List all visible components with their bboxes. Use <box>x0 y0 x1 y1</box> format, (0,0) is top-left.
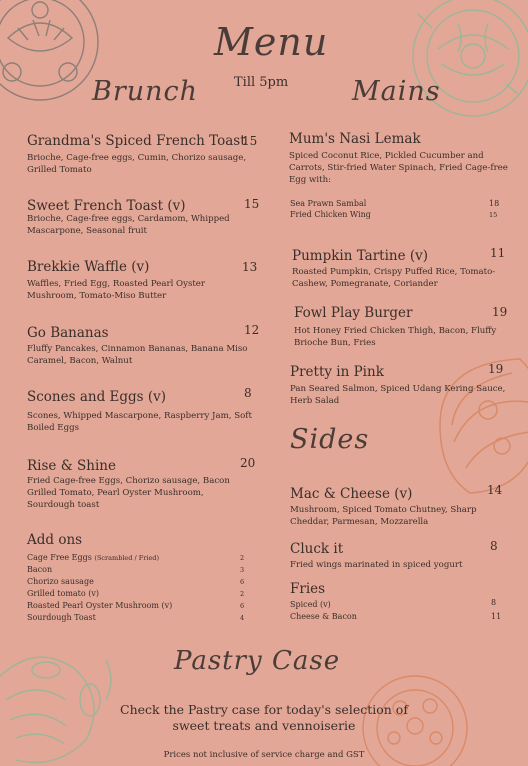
nasi-option-price: 15 <box>489 211 498 219</box>
brunch-item-name: Grandma's Spiced French Toast <box>27 133 246 149</box>
menu-title: Menu <box>214 20 329 64</box>
mains-item-desc: Pan Seared Salmon, Spiced Udang Kering Sauce, Herb Salad <box>290 384 506 406</box>
fries-name: Fries <box>290 581 326 597</box>
addons-heading: Add ons <box>27 532 83 548</box>
brunch-item-name: Brekkie Waffle (v) <box>27 259 150 275</box>
fries-option-name: Spiced (v) <box>290 600 331 609</box>
nasi-option-price: 18 <box>489 199 500 208</box>
addon-item <box>27 552 159 564</box>
addon-item-price: 6 <box>240 602 245 610</box>
brunch-item-name: Scones and Eggs (v) <box>27 389 167 405</box>
pastry-description-line1: Check the Pastry case for today's selection of <box>120 702 408 717</box>
mains-item-name: Pretty in Pink <box>290 364 384 380</box>
sides-item-price: 14 <box>487 483 503 497</box>
mains-item-name: Mum's Nasi Lemak <box>289 131 421 147</box>
addon-item-price: 4 <box>240 614 245 622</box>
mains-item-desc: Roasted Pumpkin, Crispy Puffed Rice, Tomato-Cashew, Pomegranate, Coriander <box>292 267 496 289</box>
mains-item-price: 19 <box>488 362 504 376</box>
brunch-heading: Brunch <box>92 76 199 107</box>
brunch-item-price: 20 <box>240 456 256 470</box>
addon-item-price: 3 <box>240 566 245 574</box>
mains-item-name: Fowl Play Burger <box>294 305 413 321</box>
brunch-item-price: 12 <box>244 323 260 337</box>
addon-item-price: 2 <box>240 590 245 598</box>
fries-option-price: 11 <box>491 612 502 621</box>
brunch-item-desc: Brioche, Cage-free eggs, Cardamom, Whipped Mascarpone, Seasonal fruit <box>27 214 230 236</box>
pastry-description-line2: sweet treats and vennoiserie <box>172 718 356 733</box>
mains-heading: Mains <box>352 76 441 107</box>
pastry-heading: Pastry Case <box>174 646 341 676</box>
nasi-option-name: Fried Chicken Wing <box>290 210 371 219</box>
brunch-item-desc: Fried Cage-free Eggs, Chorizo sausage, Bacon Grilled Tomato, Pearl Oyster Mushroom, Sourdough toast <box>27 476 230 510</box>
brunch-item-price: 13 <box>242 260 258 274</box>
sides-item-name: Cluck it <box>290 541 344 557</box>
fries-option-price: 8 <box>491 598 497 607</box>
brunch-item-name: Go Bananas <box>27 325 109 341</box>
brunch-item-desc: Fluffy Pancakes, Cinnamon Bananas, Banana Miso Caramel, Bacon, Walnut <box>27 344 248 366</box>
addon-item-note: (Scrambled / Fried) <box>94 554 160 562</box>
sides-item-desc: Mushroom, Spiced Tomato Chutney, Sharp Cheddar, Parmesan, Mozzarella <box>290 505 477 527</box>
addon-item-price: 2 <box>240 554 245 562</box>
nasi-option-name: Sea Prawn Sambal <box>290 199 367 208</box>
brunch-item-price: 15 <box>244 197 260 211</box>
sides-heading: Sides <box>290 424 370 455</box>
brunch-item-price: 8 <box>244 386 252 400</box>
price-disclaimer: Prices not inclusive of service charge and GST <box>163 750 365 760</box>
brunch-item-desc: Brioche, Cage-free eggs, Cumin, Chorizo sausage, Grilled Tomato <box>27 153 247 175</box>
brunch-item-name: Rise & Shine <box>27 458 116 474</box>
sides-item-price: 8 <box>490 539 498 553</box>
sides-item-name: Mac & Cheese (v) <box>290 486 413 502</box>
menu-subtitle: Till 5pm <box>234 75 289 90</box>
sides-item-desc: Fried wings marinated in spiced yogurt <box>290 560 463 570</box>
mains-item-desc: Spiced Coconut Rice, Pickled Cucumber and Carrots, Stir-fried Water Spinach, Fried Cage-free Egg with: <box>289 151 508 185</box>
brunch-item-price: 15 <box>242 134 258 148</box>
pastry-illustration-right <box>420 350 528 500</box>
fries-option-name: Cheese & Bacon <box>290 612 357 621</box>
addon-item-price: 6 <box>240 578 245 586</box>
mains-item-name: Pumpkin Tartine (v) <box>292 248 429 264</box>
brunch-item-desc: Scones, Whipped Mascarpone, Raspberry Jam, Soft Boiled Eggs <box>27 411 252 433</box>
addon-item-name: Bacon <box>27 565 53 574</box>
mains-item-price: 19 <box>492 305 508 319</box>
addon-item-name: Cage Free Eggs <box>27 553 92 562</box>
addon-item-name: Sourdough Toast <box>27 613 96 622</box>
addon-item-name: Roasted Pearl Oyster Mushroom (v) <box>27 601 173 610</box>
brunch-item-desc: Waffles, Fried Egg, Roasted Pearl Oyster Mushroom, Tomato-Miso Butter <box>27 279 206 301</box>
brunch-item-name: Sweet French Toast (v) <box>27 198 186 214</box>
mains-item-price: 11 <box>490 246 506 260</box>
addon-item-name: Chorizo sausage <box>27 577 94 586</box>
mains-item-desc: Hot Honey Fried Chicken Thigh, Bacon, Fluffy Brioche Bun, Fries <box>294 326 497 348</box>
addon-item-name: Grilled tomato (v) <box>27 589 100 598</box>
